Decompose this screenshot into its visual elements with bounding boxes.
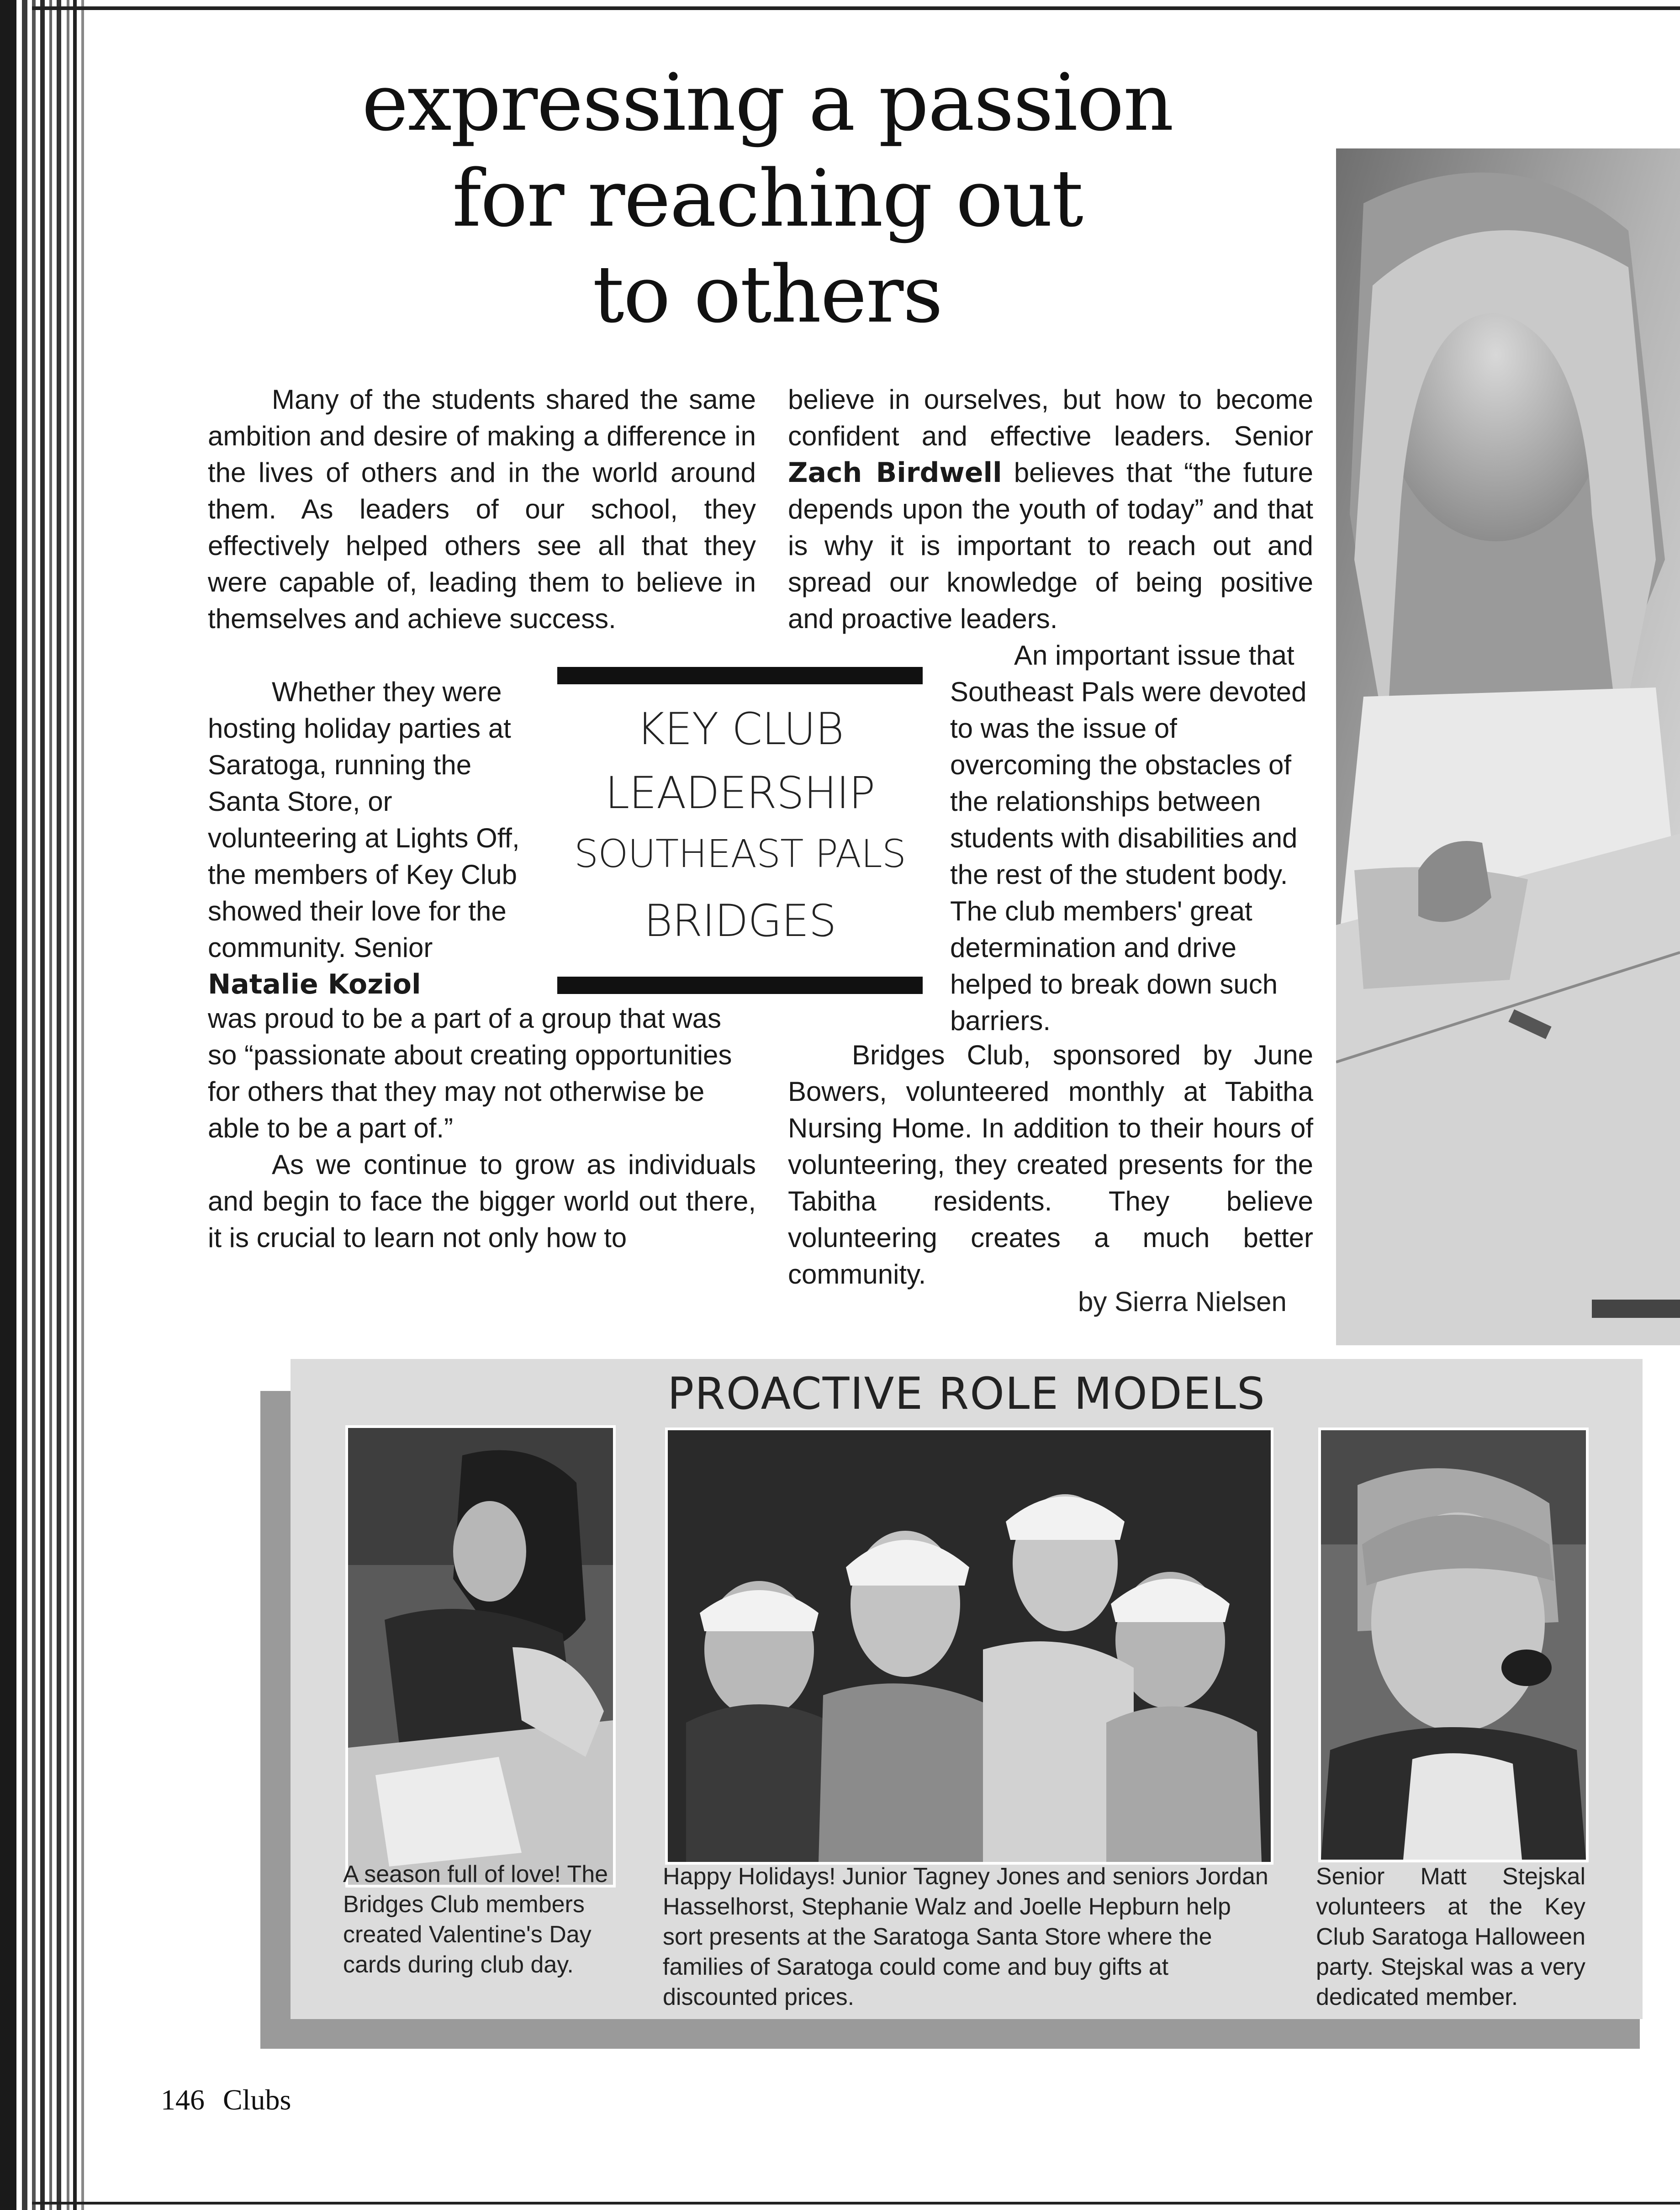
col2-paragraph-1-cont: believes that “the future depends upon the youth of today” and that is why it is important to reach out and spread our knowledge of being positive and proactive leaders. <box>788 457 1314 634</box>
headline-line-2: for reaching out <box>452 153 1083 244</box>
col2-paragraph-2: An important issue that Southeast Pals were devoted to was the issue of overcoming the obstacles of the relationships between students with disabilities and the rest of the student body. The club members' great determination and drive helped to break down such barriers. <box>950 640 1307 1036</box>
headline-line-1: expressing a passion <box>362 57 1173 148</box>
col2-paragraph-1-text: believe in ourselves, but how to become confident and effective leaders. Senior <box>788 384 1313 451</box>
article-column-1-lower <box>208 1000 756 1256</box>
col1-paragraph-2-text: Whether they were hosting holiday parties at Saratoga, running the Santa Store, or volunteering at Lights Off, the members of Key Club showed their love for the community. Senior <box>208 677 520 963</box>
top-rule <box>32 6 1680 10</box>
headline-line-3: to others <box>592 248 942 340</box>
pullout-bottom-rule <box>557 977 923 994</box>
col1-paragraph-2 <box>208 674 537 1003</box>
col2-paragraph-1 <box>788 381 1313 637</box>
caption-halloween-party: Senior Matt Stejskal volunteers at the Key Club Saratoga Halloween party. Stejskal was a very dedicated member. <box>1316 1863 1585 2010</box>
page-binding <box>0 0 91 2210</box>
photo-girl-drawing <box>1336 148 1680 1345</box>
photo-halloween-party <box>1318 1428 1589 1862</box>
caption-valentine-cards: A season full of love! The Bridges Club members created Valentine's Day cards during club day. <box>343 1861 608 1978</box>
club-southeast-pals: SOUTHEAST PALS <box>574 831 906 876</box>
caption-santa-store: Happy Holidays! Junior Tagney Jones and seniors Jordan Hasselhorst, Stephanie Walz and Joelle Hepburn help sort presents at the Saratoga Santa Store where the families of Saratoga could come and buy gifts at discounted prices. <box>663 1863 1268 2010</box>
club-leadership: LEADERSHIP <box>605 767 875 819</box>
article-column-1-wrap <box>208 674 537 1003</box>
name-natalie-koziol: Natalie Koziol <box>208 968 421 1000</box>
panel-title: PROACTIVE ROLE MODELS <box>667 1368 1266 1419</box>
article-column-2-lower <box>788 1037 1313 1293</box>
club-key-club: KEY CLUB <box>636 703 844 755</box>
photo-santa-store <box>665 1428 1273 1865</box>
section-name: Clubs <box>223 2083 291 2116</box>
col1-paragraph-2-cont: was proud to be a part of a group that was so “passionate about creating opportunities for others that they may not otherwise be able to be a part of.” <box>208 1003 732 1143</box>
col2-paragraph-3: Bridges Club, sponsored by June Bowers, volunteered monthly at Tabitha Nursing Home. In addition to their hours of volunteering, they created presents for the Tabitha residents. They believe volunteering creates a much better community. <box>788 1040 1313 1290</box>
headline <box>196 55 1338 343</box>
club-bridges: BRIDGES <box>644 895 836 946</box>
name-zach-birdwell: Zach Birdwell <box>788 457 1002 489</box>
byline: by Sierra Nielsen <box>1078 1286 1287 1317</box>
pullout-top-rule <box>557 667 923 684</box>
article-column-1 <box>208 381 756 637</box>
bottom-rule <box>32 2202 1680 2205</box>
page-folio <box>161 2083 291 2117</box>
page-number: 146 <box>161 2083 205 2116</box>
photo-panel <box>291 1359 1643 2019</box>
article-column-2 <box>788 381 1313 637</box>
article-column-2-wrap <box>950 637 1313 1039</box>
club-list-pullout <box>557 667 923 1000</box>
photo-valentine-cards <box>345 1425 616 1887</box>
col1-paragraph-1: Many of the students shared the same ambition and desire of making a difference in the lives of others and in the world around them. As leaders of our school, they effectively helped others see all that they were capable of, leading them to believe in themselves and achieve success. <box>208 384 756 634</box>
col1-paragraph-3: As we continue to grow as individuals and begin to face the bigger world out there, it is crucial to learn not only how to <box>208 1149 756 1253</box>
